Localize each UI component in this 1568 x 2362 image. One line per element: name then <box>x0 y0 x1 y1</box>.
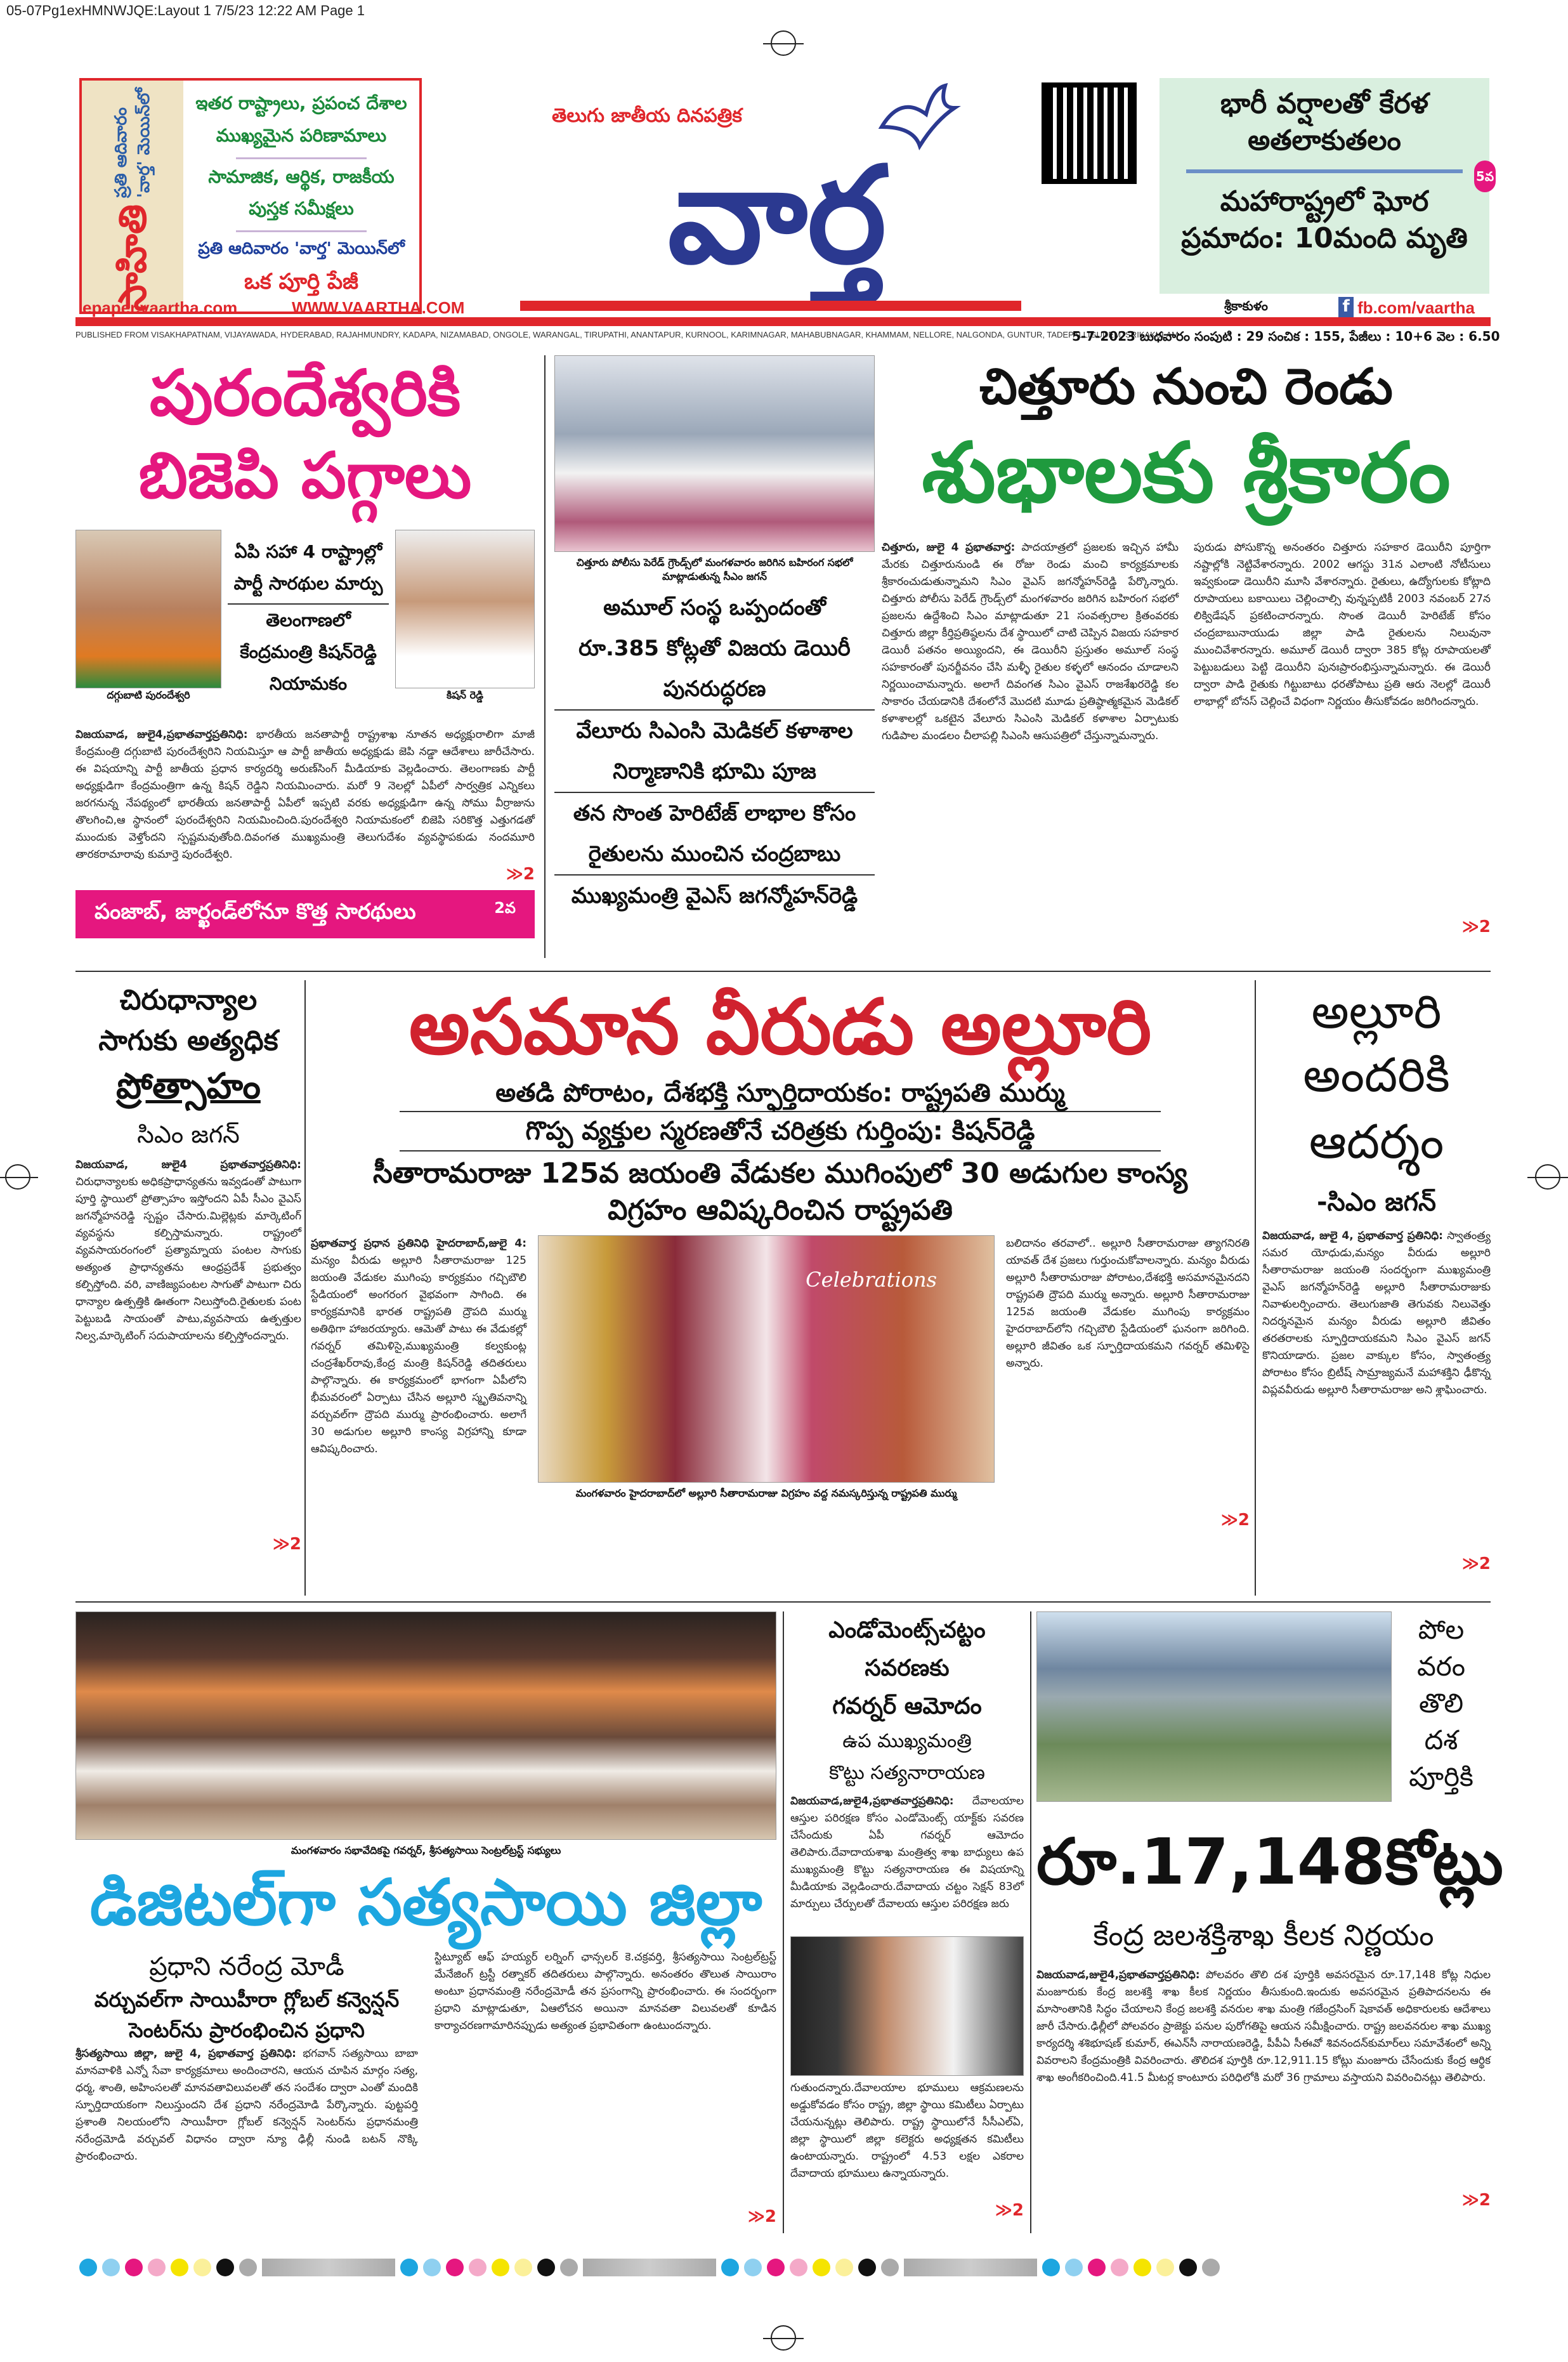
deck: సీతారామరాజు 125వ జయంతి వేడుకల ముగింపులో 30 అడుగుల కాంస్య విగ్రహం ఆవిష్కరించిన రాష్ట్రపతి <box>372 1157 1187 1226</box>
registration-mark-icon <box>1535 1164 1560 1190</box>
continued-link[interactable]: ≫2 <box>506 865 535 884</box>
story-sathya-sai <box>75 1611 776 2227</box>
article-body: గుతుందన్నారు.దేవాలయాల భూములు ఆక్రమణలను అడ్డుకోవడం కోసం రాష్ట్ర, జిల్లా స్థాయి కమిటీలు ఏర్పాటు చేయనున్నట్లు తెలిపారు. రాష్ట్ర స్థాయిలోనే సీసీఎల్ఏ, జిల్లా స్థాయిలో జిల్లా కలెక్టరు అధ్యక్షతన కమిటీలు ఉంటాయన్నారు. రాష్ట్రంలో 4.53 లక్షల ఎకరాల దేవాదాయ భూములు ఉన్నాయన్నారు. <box>790 2082 1024 2180</box>
deck: అమూల్ సంస్థ ఒప్పందంతో <box>603 595 826 620</box>
calibration-dot <box>79 2259 97 2276</box>
calibration-dot <box>446 2259 464 2276</box>
registration-mark-icon <box>771 2325 796 2351</box>
calibration-dot <box>239 2259 257 2276</box>
photo-caption: మంగళవారం హైదరాబాద్‌లో అల్లూరి సీతారామరాజు విగ్రహం వద్ద నమస్కరిస్తున్న రాష్ట్రపతి ముర్ము <box>575 1487 957 1499</box>
print-slug: 05-07Pg1exHMNWJQE:Layout 1 7/5/23 12:22 AM Page 1 <box>6 3 365 18</box>
calibration-dot <box>492 2259 509 2276</box>
article-body: భారతీయ జనతాపార్టీ రాష్ట్రశాఖ నూతన అధ్యక్షురాలిగా మాజీ కేంద్రమంత్రి దగ్గుబాటి పురందేశ్వరిని నియమిస్తూ ఆ పార్టీ జాతీయ అధ్యక్షుడు జెపి నడ్డా ఆదేశాలు జారీచేసారు. ఈ విషయాన్ని పార్టీ జాతీయ ప్రధాన కార్యదర్శి అరుణ్‌సింగ్ మీడియాకు వెల్లడించారు. తెలంగాణకు పార్టీ అధ్యక్షుడిగా కేంద్రమంత్రిగా ఉన్న కిషన్ రెడ్డిని నియమించారు. మరో 9 నెలల్లో ఏపీలో సార్వత్రిక ఎన్నికలు జరగనున్న నేపథ్యంలో భారతీయ జనతాపార్టీ ఏపీలో ఇప్పటి వరకు అధ్యక్షుడిగా ఉన్న సోము వీర్రాజును తొలగించి,ఆ స్థానంలో పురందేశ్వరిని నియమించింది.పురందేశ్వరి నియామకంలో బిజెపి సరికొత్త ఎత్తుగడతో ముందుకు వెళ్తోందని స్పష్టమవుతోంది.దివంగత ముఖ్యమంత్రి తెలుగుదేశం వ్యవస్థాపకుడు నందమూరి తారకరామారావు కుమార్తె పురందేశ్వరి. <box>75 728 535 861</box>
dateline: శ్రీసత్యసాయి జిల్లా, జులై 4, ప్రభాతవార్త ప్రతినిధి: <box>75 2047 296 2060</box>
headline[interactable]: ప్రోత్సాహం <box>116 1066 261 1107</box>
headline[interactable]: శుభాలకు శ్రీకారం <box>922 424 1451 521</box>
calibration-dot <box>721 2259 739 2276</box>
dateline: విజయవాడ, జులై4,ప్రభాతవార్తప్రతినిధి: <box>75 728 248 741</box>
teaser-headline[interactable]: భారీ వర్షాలతో కేరళ అతలాకుతలం <box>1220 88 1428 157</box>
teaser-box <box>1160 78 1494 294</box>
masthead-title: వార్త <box>667 138 887 293</box>
dateline: విజయవాడ,జులై4,ప్రభాతవార్తప్రతినిధి: <box>1036 1969 1200 1981</box>
calibration-dot <box>858 2259 876 2276</box>
deck: వర్చువల్‌గా సాయిహీరా గ్లోబల్ కన్వెన్షన్ సెంటర్‌ను ప్రారంభించిన ప్రధాని <box>94 1988 400 2042</box>
strip-text: పంజాబ్, జార్ఖండ్‌లోనూ కొత్త సారథులు <box>95 899 416 924</box>
continued-link[interactable]: ≫2 <box>1461 917 1491 936</box>
deck: కేంద్ర జలశక్తిశాఖ కీలక నిర్ణయం <box>1093 1918 1434 1952</box>
calibration-dot <box>193 2259 211 2276</box>
epaper-link[interactable]: epaper.vaartha.com <box>82 298 238 317</box>
continued-link[interactable]: ≫2 <box>1461 1554 1491 1573</box>
photo-kishan-reddy <box>395 530 535 688</box>
calibration-dot <box>423 2259 441 2276</box>
calibration-dot <box>171 2259 188 2276</box>
calibration-dot <box>148 2259 166 2276</box>
deck: గొప్ప వ్యక్తుల స్మరణతోనే చరిత్రకు గుర్తింపు: కిషన్‌రెడ్డి <box>400 1112 1161 1151</box>
headline[interactable]: అల్లూరి <box>1311 985 1442 1039</box>
article-body: దేవాలయాల ఆస్తుల పరిరక్షణ కోసం ఎండోమెంట్స్ యాక్ట్‌కు సవరణ చేసేందుకు ఏపీ గవర్నర్ ఆమోదం తెలిపారు.దేవాదాయశాఖ మంత్రిత్వ శాఖ బాధ్యులు ఉప ముఖ్యమంత్రి కొట్టు సత్యనారాయణ ఈ విషయాన్ని మీడియాకు వెల్లడించారు.దేవాదాయ చట్టం సెక్షన్ 83లో మార్పులు చేర్పులతో దేవాలయ ఆస్తుల పరిరక్షణ జరు <box>790 1795 1024 1910</box>
calibration-dot <box>1179 2259 1197 2276</box>
article-body: పురుడు పోసుకొన్న అనంతరం చిత్తూరు సహకార డెయిరీని పూర్తిగా నష్టాల్లోకి నెట్టివేశారన్నారు. 2002 ఆగస్టు 31న ఎలాంటి నోటీసులు ఇవ్వకుండా డెయిరీని మూసి వేశారన్నారు. రైతులు, ఉద్యోగులకు కోట్లాది రూపాయలు బకాయిలు చెల్లించాల్సి వున్నప్పటికీ 2003 నవంబర్ 27న లిక్విడేషన్ ప్రకటించారన్నారు. సొంత డెయిరీ హెరిటేజ్ కోసం చంద్రబాబునాయుడు జిల్లా పాడి రైతులను నిలువునా ముంచివేశారన్నారు. అమూల్ డెయిరీ ద్వారా 385 కోట్ల రూపాయలతో పెట్టుబడులు పెట్టి డెయిరీని పునఃప్రారంభిస్తున్నామన్నారు. ఈ డెయిరీ ద్వారా పాడి రైతుకు గిట్టుబాటు ధరతోపాటు ప్రతి ఆరు నెలల్లో డెయిరీ లాభాల్లో బోనస్ చెల్లించే విధంగా నిర్ణయం తీసుకోవడం జరిగిందన్నారు. <box>1194 541 1491 708</box>
headline[interactable]: అందరికి <box>1303 1048 1450 1103</box>
photo-sai-convention-stage <box>75 1611 776 1840</box>
headline[interactable]: సవరణకు <box>865 1655 950 1681</box>
ad-line: పుస్తక సమీక్షలు <box>249 198 354 220</box>
photo-kottu-satyanarayana <box>790 1936 1024 2076</box>
story-jagan-chittoor-side <box>554 355 875 916</box>
article-body: బలిదానం తరవాలో.. అల్లూరి సీతారామరాజు త్యాగనిరతి యావత్ దేశ ప్రజలు గుర్తుంచుకోవాలన్నారు. మన్యం వీరుడు అల్లూరి సీతారామరాజు పోరాటం,దేశభక్తి అసమానమైనదని రాష్ట్రపతి ద్రౌపది ముర్ము అన్నారు. అల్లూరి సీతారామరాజు 125వ జయంతి వేడుకల ముగింపు కార్యక్రమం హైదరాబాద్‌లోని గచ్చిబౌలి స్టేడియంలో ఘనంగా జరిగింది. అల్లూరి జీవితం ఒక స్ఫూర్తిదాయకమని గవర్నర్ తమిళిసై అన్నారు. <box>1006 1237 1250 1370</box>
calibration-gray-strip <box>583 2259 716 2276</box>
column-rule <box>304 980 306 1596</box>
sahiti-ad-box <box>79 78 422 314</box>
headline[interactable]: ఎండోమెంట్స్‌చట్టం <box>828 1617 986 1643</box>
deck: కొట్టు సత్యనారాయణ <box>829 1762 985 1784</box>
ad-line: ఇతర రాష్ట్రాలు, ప్రపంచ దేశాల <box>195 93 407 114</box>
section-divider <box>75 1601 1491 1603</box>
kicker: చిత్తూరు నుంచి రెండు <box>979 358 1393 416</box>
photo-jagan-rally <box>554 355 875 552</box>
deck: నిర్మాణానికి భూమి పూజ <box>554 751 875 793</box>
column-rule <box>783 1611 784 2233</box>
continued-link[interactable]: ≫2 <box>995 2201 1024 2220</box>
deck: అతడి పోరాటం, దేశభక్తి స్ఫూర్తిదాయకం: రాష్ట్రపతి ముర్ము <box>400 1075 1161 1112</box>
dateline: చిత్తూరు, జులై 4 ప్రభాతవార్త: <box>882 541 1016 554</box>
calibration-dot <box>514 2259 532 2276</box>
dateline: విజయవాడ, జులై4 ప్రభాతవార్తప్రతినిధి: <box>75 1158 301 1171</box>
calibration-dot <box>881 2259 899 2276</box>
deck: రైతులను ముంచిన చంద్రబాబు <box>554 834 875 876</box>
calibration-dot <box>1042 2259 1060 2276</box>
column-rule <box>1255 980 1256 1596</box>
story-alluri <box>311 980 1250 1531</box>
divider <box>236 157 367 159</box>
deck: తన సొంత హెరిటేజ్ లాభాల కోసం <box>573 801 856 826</box>
article-body: చిరుధాన్యాలకు అధికప్రాధాన్యతను ఇవ్వడంతో పాటుగా పూర్తి స్థాయిలో ప్రోత్సాహం ఇస్తోందని ఏపీ సీఎం వైఎస్ జగన్మోహనరెడ్డి స్పష్టం చేసారు.మిల్లెట్లకు మార్కెటింగ్ వ్యవస్థను కల్పిస్తామన్నారు. రాష్ట్రంలో వ్యవసాయరంగంలో ప్రత్యామ్నాయ పంటల సాగుకు అత్యంత ప్రాధాన్యతను ఆంధ్రప్రదేశ్ ప్రభుత్వం కల్పిస్తోంది. వరి, వాణిజ్యపంటల సాగుతో పాటుగా చిరు ధాన్యాల ఉత్పత్తికి ఊతంగా నిలుస్తోంది.రైతులకు పంట పెట్టుబడి సాయంతో పాటు,వ్యవసాయ ఉత్పత్తుల నిల్వ,మార్కెటింగ్ సదుపాయాలను కల్పిస్తోందన్నారు. <box>75 1176 301 1342</box>
ad-promo: ప్రతి ఆదివారం 'వార్త' మెయిన్‌లో <box>198 239 405 258</box>
ad-side-title: సాహితి <box>110 204 155 312</box>
tagline: తెలుగు జాతీయ దినపత్రిక <box>552 105 742 127</box>
calibration-dot <box>1156 2259 1174 2276</box>
ad-side-banner <box>82 81 183 312</box>
ad-side-sub: ప్రతి ఆదివారం 'వార్త' మెయిన్‌లో <box>112 88 154 199</box>
registration-mark-icon <box>771 30 796 56</box>
headline[interactable]: ఆదర్శం <box>1309 1115 1444 1169</box>
subheadline: ఏపి సహా 4 రాష్ట్రాల్లో పార్టీ సారథుల మార్పు <box>228 536 389 605</box>
side-headline: దశ <box>1424 1724 1458 1755</box>
calibration-dot <box>537 2259 555 2276</box>
article-body: పాదయాత్రలో ప్రజలకు ఇచ్చిన హామీ మేరకు చిత్తూరునుండి ఈ రోజు రెండు మంచి కార్యక్రమాలకు శ్రీకారంచుడుతున్నామని సిఎం వైఎస్ జగన్మోహన్‌రెడ్డి పేర్కొన్నారు. చిత్తూరు పోలీసు పెరేడ్ గ్రౌండ్స్‌లో మంగళవారం జరిగిన బహిరంగ సభలో ప్రజలను ఉద్దేశించి సిఎం మాట్లాడుతూ 21 సంవత్సరాల క్రితంవరకు చిత్తూరు జిల్లా కీర్తిప్రతిష్ఠలను దేశ స్థాయిలో చాటి చెప్పిన విజయ సహకార డెయిరీ పతనం అయ్యిందని, ఈ డెయిరీని ప్రస్తుతం అమూల్ సంస్థ సహకారంతో పునర్జీవనం చేసి మళ్ళీ రైతుల కళ్ళలో ఆనందం చూడాలని నిర్ణయించామన్నారు. అలాగే దివంగత సిఎం వైఎస్ రాజశేఖరరెడ్డి కల సాకారం చేయడానికి దేశంలోనే మొదటి మూడు ప్రతిష్ఠాత్మకమైన మెడికల్ కళాశాలల్లో ఒకటైన వేలూరు సిఎంసి మెడికల్ కళాశాల ఏర్పాటుకు గుడిపాల మండలం చీలాపల్లి సిఎంసి ఆసుపత్రిలో చేస్తున్నామన్నారు. <box>882 541 1179 742</box>
article-body: భగవాన్ సత్యసాయి బాబా మానవాళికి ఎన్నో సేవా కార్యక్రమాలు అందించారని, ఆయన చూపిన మార్గం సత్య, ధర్మ, శాంతి, అహింసలతో మానవతావిలువలతో తన సందేశం ద్వారా ఎంతో మందికి స్ఫూర్తిదాయకంగా నిలుస్తుందని దేశ ప్రధాని నరేంద్రమోడి పేర్కొన్నారు. పుట్టపర్తి ప్రశాంతి నిలయంలోని సాయిహీరా గ్లోబల్ కన్వెన్షన్ సెంటర్‌ను ప్రధానమంత్రి నరేంద్రమోడి వర్చువల్ విధానం ద్వారా న్యూ ఢిల్లీ నుండి బటన్ నొక్కి ప్రారంభించారు. <box>75 2047 418 2163</box>
divider <box>1186 169 1463 173</box>
continued-link[interactable]: ≫2 <box>1461 2191 1491 2210</box>
registration-mark-icon <box>5 1164 30 1190</box>
calibration-dot <box>102 2259 120 2276</box>
photo-caption: దగ్గుబాటి పురందేశ్వరి <box>107 689 190 701</box>
story-alluri-cm <box>1262 980 1491 1575</box>
calibration-dot <box>216 2259 234 2276</box>
header-red-bar <box>75 317 1491 326</box>
byline: -సిఎం జగన్ <box>1317 1188 1436 1217</box>
calibration-dot <box>1134 2259 1151 2276</box>
color-calibration-bar <box>79 2259 1220 2276</box>
strip-page: 2వ <box>494 899 516 917</box>
headline[interactable]: అసమాన వీరుడు అల్లూరి <box>408 983 1152 1072</box>
article-body: స్వాతంత్ర్య సమర యోధుడు,మన్యం వీరుడు అల్లూరి సీతారామరాజు జయంతి సందర్భంగా ముఖ్యమంత్రి వైఎస్ జగన్మోహన్‌రెడ్డి అల్లూరి సీతారామరాజుకు నివాళులర్పించారు. తెలుగుజాతి తెగువకు నిలువెత్తు నిదర్శనమైన మన్యం వీరుడు అల్లూరి జీవితం తరతరాలకు స్ఫూర్తిదాయకమని సిఎం వైఎస్ జగన్ కొనియాడారు. ప్రజల వాక్కుల కోసం, స్వాతంత్ర్య పోరాటం కోసం బ్రిటీష్ సామ్రాజ్యమనే మహాశక్తిని ఢీకొన్న విప్లవవీరుడు అల్లూరి సీతారామరాజు అని శ్లాఘించారు. <box>1262 1230 1491 1396</box>
photo-banner-text: Celebrations <box>806 1268 937 1292</box>
continued-link[interactable]: ≫2 <box>1220 1511 1250 1530</box>
headline[interactable]: బిజెపి పగ్గాలు <box>138 438 472 513</box>
article-body: పోలవరం తొలి దశ పూర్తికి అవసరమైన రూ.17,148 కోట్ల నిధుల మంజూరుకు కేంద్ర జలశక్తి శాఖ కీలక నిర్ణయం తీసుకుంది.ఇందుకు అవసరమైన ప్రతిపాదనలను ఈ మాసాంతానికి సిద్ధం చేయాలని కేంద్ర జలశక్తి వనరుల శాఖ మంత్రి గజేంద్రసింగ్ షెకావత్ అధికారులకు ఆదేశాలు జారీ చేసారు.ఢిల్లీలో పోలవరం ప్రాజెక్టు పనుల పురోగతిపై ఆయన సమీక్షించారు. రాష్ట్ర జలవనరుల శాఖ ముఖ్య కార్యదర్శి శశిభూషణ్ కుమార్, ఈఎన్‌సీ నారాయణరెడ్డి, పీపీఏ సీఈవో శివనందన్‌కుమార్‌లు సమావేశంలో అన్ని వివరాలని కేంద్రమంత్రికి వివరించారు. తొలిదశ పూర్తికి రూ.12,911.15 కోట్లు మంజూరు చేసేందుకు కేంద్ర ఆర్థిక శాఖ అంగీకరించింది.41.5 మీటర్ల కాంటూరు పరిధిలోకి మరో 36 గ్రామాలు వస్తాయని వివరించినట్లు తెలిపారు. <box>1036 1969 1491 2084</box>
qr-code[interactable] <box>1042 82 1137 184</box>
calibration-dot <box>767 2259 785 2276</box>
teaser-headline[interactable]: మహారాష్ట్రలో ఘోర ప్రమాదం: 10మంది మృతి <box>1181 185 1468 254</box>
facebook-link[interactable]: fb.com/vaartha <box>1357 298 1475 317</box>
calibration-dot <box>1065 2259 1083 2276</box>
calibration-dot <box>1088 2259 1106 2276</box>
masthead-underline <box>520 301 1021 311</box>
column-rule <box>1030 1611 1031 2233</box>
story-purandeswari <box>75 352 535 938</box>
calibration-dot <box>835 2259 853 2276</box>
calibration-dot <box>1202 2259 1220 2276</box>
side-headline: తొలి <box>1418 1688 1464 1719</box>
side-headline: వరం <box>1416 1651 1466 1682</box>
column-rule <box>544 355 546 958</box>
headline[interactable]: రూ.17,148కోట్లు <box>1036 1825 1503 1899</box>
article-body: స్టిట్యూట్ ఆఫ్ హయ్యర్ లర్నింగ్ ఛాన్సలర్ కె.చక్రవర్తి, శ్రీసత్యసాయి సెంట్రల్‌ట్రస్ట్ మేనేజింగ్ ట్రస్టీ రత్నాకర్ తదితరులు పాల్గొన్నారు. అనంతరం తొలుత సాయిరాం అంటూ ప్రధానమంత్రి నరేంద్రమోడీ తన ప్రసంగాన్ని ప్రారంభించారు. ఈ సందర్భంగా ప్రధాని మాట్లాడుతూ, ఏఆలోచన అయినా మానవతా విలువలతో కూడిన కార్యాచరణగామారినప్పుడు అత్యంత ప్రభావితంగా ఉంటుందన్నారు. <box>434 1951 776 2032</box>
ad-line: ముఖ్యమైన పరిణామాలు <box>216 125 387 147</box>
section-divider <box>75 971 1491 972</box>
headline[interactable]: సాగుకు అత్యధిక <box>98 1025 278 1057</box>
story-polavaram <box>1036 1611 1503 2211</box>
issue-dateline: 5-7-2023 బుధవారం సంపుటి : 29 సంచిక : 155, పేజీలు : 10+6 వెల : 6.50 <box>1072 329 1500 344</box>
article-body: మన్యం వీరుడు అల్లూరి సీతారామరాజు 125 జయంతి వేడుకల ముగింపు కార్యక్రమం గచ్చిబౌలి స్టేడియంలో అంగరంగ వైభవంగా సాగింది. ఈ కార్యక్రమానికి భారత రాష్ట్రపతి ద్రౌపది ముర్ము అతిథిగా హాజరయ్యారు. ఆమెతో పాటు ఈ వేడుకల్లో గవర్నర్ తమిళిసై,ముఖ్యమంత్రి కల్వకుంట్ల చంద్రశేఖర్‌రావు,కేంద్ర మంత్రి కిషన్‌రెడ్డి తదితరులు పాల్గొన్నారు. ఈ కార్యక్రమంలో భాగంగా ఏపీలోని భీమవరంలో ఏర్పాటు చేసిన అల్లూరి స్మృతివనాన్ని వర్చువల్‌గా ద్రౌపది ముర్ము ప్రారంభించారు. అలాగే 30 అడుగుల అల్లూరి కాంస్య విగ్రహాన్ని కూడా ఆవిష్కరించారు. <box>311 1254 526 1455</box>
story-endowments <box>790 1611 1024 2221</box>
side-headline: పోల <box>1418 1614 1465 1645</box>
deck: ప్రధాని నరేంద్ర మోడీ <box>149 1952 344 1981</box>
facebook-icon: f <box>1338 297 1354 318</box>
website-link[interactable]: WWW.VAARTHA.COM <box>292 298 465 317</box>
calibration-gray-strip <box>262 2259 395 2276</box>
deck: వేలూరు సిఎంసి మెడికల్ కళాశాల <box>576 718 853 744</box>
headline[interactable]: డిజిటల్‌గా సత్యసాయి జిల్లా <box>89 1865 762 1939</box>
side-headline: పూర్తికి <box>1409 1761 1473 1792</box>
photo-polavaram-dam <box>1036 1611 1392 1802</box>
dateline: విజయవాడ, జులై 4, ప్రభాతవార్త ప్రతినిధి: <box>1262 1230 1443 1242</box>
byline: సిఎం జగన్ <box>137 1120 240 1148</box>
deck: ముఖ్యమంత్రి వైఎస్ జగన్మోహన్‌రెడ్డి <box>571 883 858 909</box>
related-strip[interactable] <box>75 890 535 938</box>
ad-promo-highlight: ఒక పూర్తి పేజీ <box>244 268 358 294</box>
calibration-dot <box>125 2259 143 2276</box>
dateline: విజయవాడ,జులై4,ప్రభాతవార్తప్రతినిధి: <box>790 1795 954 1808</box>
photo-caption: చిత్తూరు పోలీసు పెరేడ్ గ్రౌండ్స్‌లో మంగళవారం జరిగిన బహిరంగ సభలో మాట్లాడుతున్న సీఎం జగన్ <box>576 556 853 582</box>
calibration-dot <box>560 2259 578 2276</box>
published-from: PUBLISHED FROM VISAKHAPATNAM, VIJAYAWADA, HYDERABAD, RAJAHMUNDRY, KADAPA, NIZAMABAD, ONGOLE, WARANGAL, TIRUPATHI, ANANTAPUR, KURNOOL, KARIMNAGAR, MAHABUBNAGAR, KHAMMAM, NELLORE, NALGONDA, GUNTUR, TADEPALLIGUDEM, SRIKAKULAM <box>75 330 1179 339</box>
deck: రూ.385 కోట్లతో విజయ డెయిరీ <box>578 636 851 661</box>
story-millets <box>75 980 301 1555</box>
deck: పునరుద్ధరణ <box>554 669 875 711</box>
ad-line: సామాజిక, ఆర్థిక, రాజకీయ <box>208 166 395 187</box>
calibration-dot <box>790 2259 807 2276</box>
calibration-dot <box>400 2259 418 2276</box>
headline[interactable]: పురందేశ్వరికి <box>149 356 461 430</box>
dateline: ప్రభాతవార్త ప్రధాన ప్రతినిధి హైదరాబాద్,జులై 4: <box>311 1237 526 1250</box>
continued-link[interactable]: ≫2 <box>747 2207 776 2226</box>
edition-city: శ్రీకాకుళం <box>1224 298 1268 313</box>
calibration-dot <box>1111 2259 1128 2276</box>
headline[interactable]: గవర్నర్ ఆమోదం <box>832 1693 982 1719</box>
photo-caption: మంగళవారం సభావేదికపై గవర్నర్, శ్రీసత్యసాయి సెంట్రల్‌ట్రస్ట్ సభ్యులు <box>291 1844 561 1856</box>
calibration-dot <box>744 2259 762 2276</box>
headline[interactable]: చిరుధాన్యాల <box>119 984 258 1016</box>
calibration-dot <box>813 2259 830 2276</box>
page-badge: 5వ <box>1474 161 1496 192</box>
divider <box>236 230 367 232</box>
deck: ఉప ముఖ్యమంత్రి <box>842 1730 972 1752</box>
calibration-gray-strip <box>904 2259 1037 2276</box>
photo-murmu-alluri-statue <box>538 1235 995 1483</box>
subheadline: తెలంగాణలో కేంద్రమంత్రి కిషన్‌రెడ్డి నియామకం <box>240 610 377 694</box>
photo-purandeswari <box>75 530 221 688</box>
continued-link[interactable]: ≫2 <box>272 1535 301 1554</box>
calibration-dot <box>469 2259 487 2276</box>
story-chittoor <box>882 355 1491 938</box>
photo-caption: కిషన్ రెడ్డి <box>447 689 483 701</box>
